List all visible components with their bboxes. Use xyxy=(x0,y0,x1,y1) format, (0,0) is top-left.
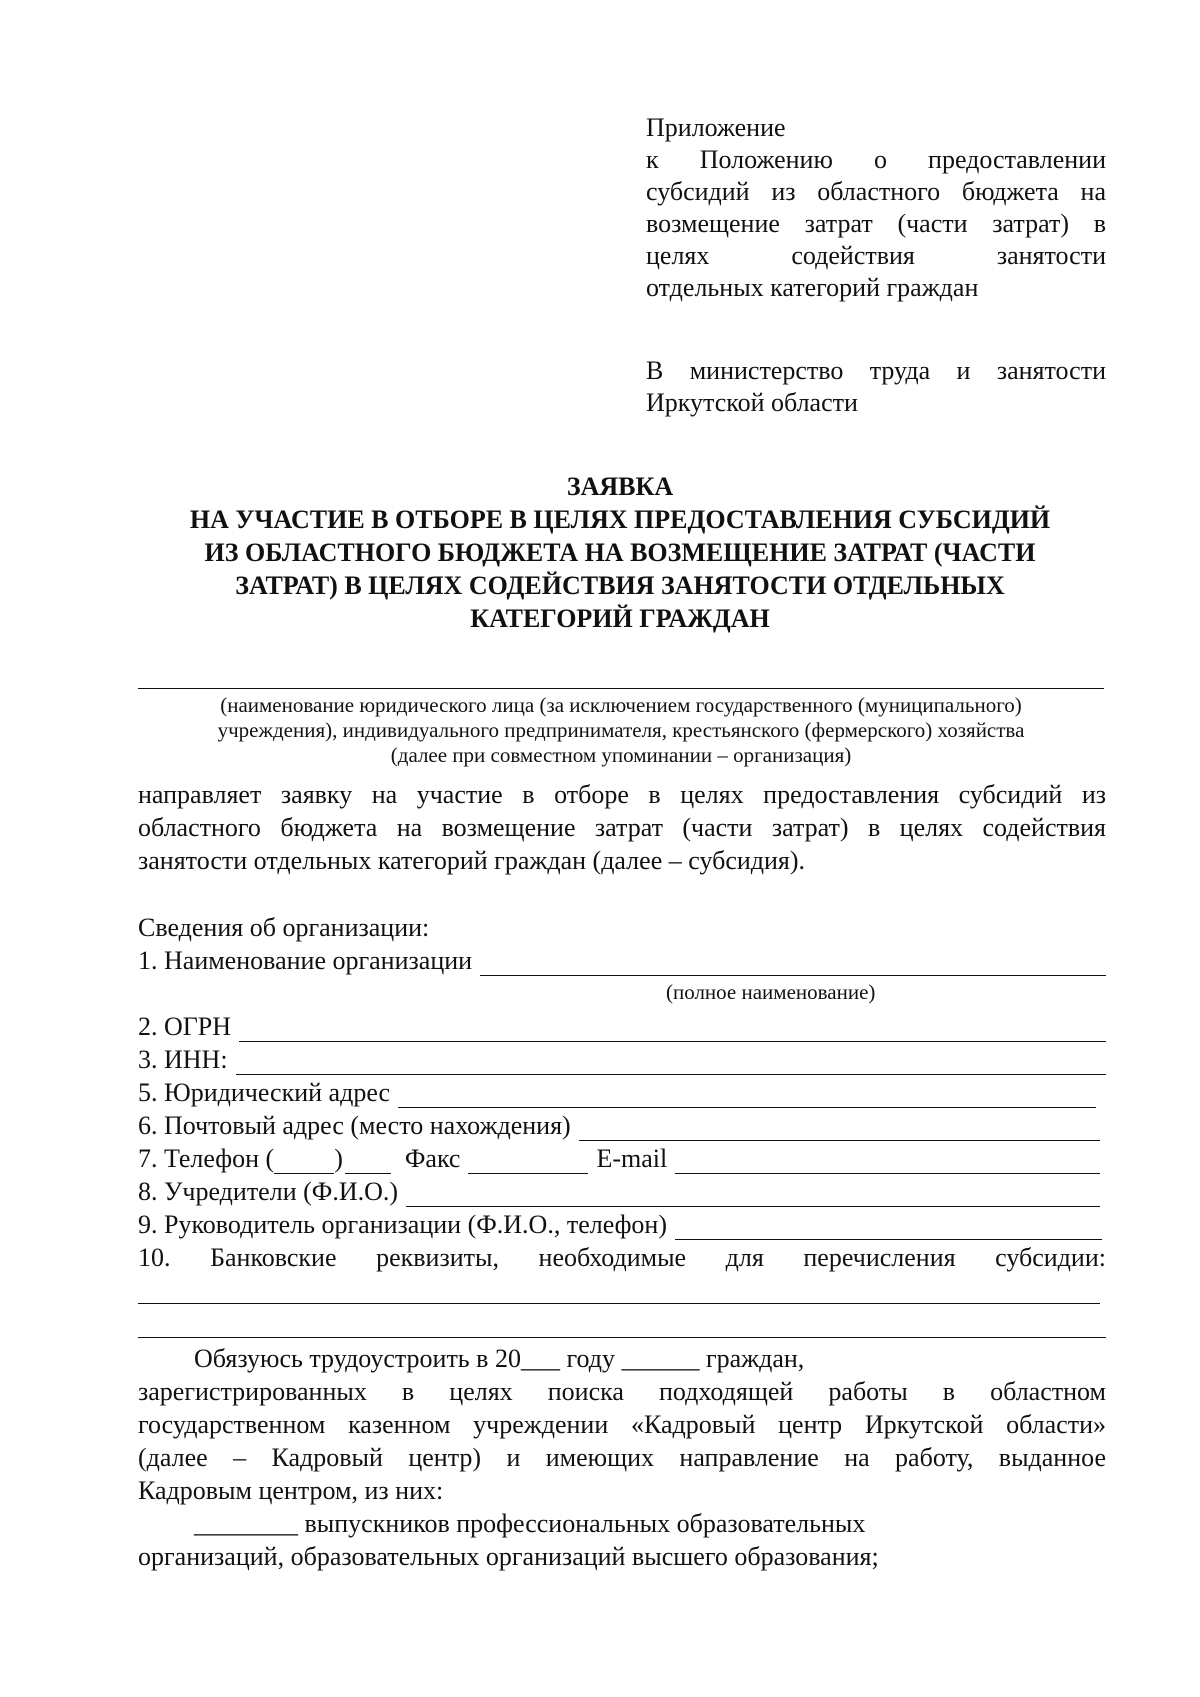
caption-line: (далее при совместном упоминании – организация) xyxy=(390,743,852,767)
phone-code-input[interactable] xyxy=(274,1149,334,1174)
year-blank[interactable]: 20___ xyxy=(494,1344,560,1373)
word: году xyxy=(566,1344,615,1373)
intro-line: занятости отдельных категорий граждан (далее – субсидия). xyxy=(138,846,806,875)
email-input[interactable] xyxy=(675,1149,1100,1174)
bank-details-input-1[interactable] xyxy=(138,1273,1100,1304)
postal-address-field xyxy=(138,1108,1106,1141)
field-label: 9. Руководитель организации (Ф.И.О., телефон) xyxy=(138,1210,667,1239)
bank-details-input-2[interactable] xyxy=(138,1307,1106,1338)
ogrn-field xyxy=(138,1009,1106,1042)
organization-form xyxy=(138,910,1106,1338)
word: субсидии: xyxy=(995,1243,1106,1272)
caption-line: (наименование юридического лица (за исключением государственного (муниципального) xyxy=(220,693,1022,717)
phone-number-input[interactable] xyxy=(345,1149,391,1174)
appendix-line: отдельных категорий граждан xyxy=(646,273,979,302)
word: 10. xyxy=(138,1243,171,1272)
ogrn-input[interactable] xyxy=(239,1017,1106,1042)
word: реквизиты, xyxy=(376,1243,499,1272)
phone-close: ) xyxy=(334,1144,343,1173)
field-label: 8. Учредители (Ф.И.О.) xyxy=(138,1177,399,1206)
obligation-line xyxy=(138,1342,1106,1375)
inn-field xyxy=(138,1042,1106,1075)
obligation-line: организаций, образовательных организаций высшего образования; xyxy=(138,1542,879,1571)
obligation-paragraph xyxy=(138,1342,1106,1573)
intro-line: направляет заявку на участие в отборе в целях предоставления субсидий из xyxy=(138,780,1106,809)
appendix-block xyxy=(646,112,1106,304)
contacts-field xyxy=(138,1141,1106,1174)
organization-name-field xyxy=(138,943,1106,976)
full-name-caption: (полное наименование) xyxy=(666,980,876,1004)
obligation-line xyxy=(138,1507,1106,1540)
appendix-title: Приложение xyxy=(646,113,786,142)
field-label: 3. ИНН: xyxy=(138,1045,228,1074)
word: в xyxy=(476,1344,489,1373)
title-line: ЗАЯВКА xyxy=(566,472,674,501)
word: Банковские xyxy=(210,1243,337,1272)
word: профессиональных xyxy=(456,1509,671,1538)
appendix-line: возмещение затрат (части затрат) в xyxy=(646,209,1106,238)
obligation-line: Кадровым центром, из них: xyxy=(138,1476,444,1505)
inn-input[interactable] xyxy=(236,1050,1106,1075)
word: Обязуюсь xyxy=(194,1344,303,1373)
appendix-line: целях содействия занятости xyxy=(646,241,1106,270)
form-heading: Сведения об организации: xyxy=(138,913,430,942)
addressee-line: Иркутской области xyxy=(646,388,858,417)
title-line: ИЗ ОБЛАСТНОГО БЮДЖЕТА НА ВОЗМЕЩЕНИЕ ЗАТРАТ (ЧАСТИ xyxy=(204,538,1036,567)
organization-name-caption xyxy=(138,693,1104,768)
field-label: 6. Почтовый адрес (место нахождения) xyxy=(138,1111,571,1140)
field-label: 2. ОГРН xyxy=(138,1012,232,1041)
obligation-line: (далее – Кадровый центр) и имеющих направление на работу, выданное xyxy=(138,1443,1106,1472)
appendix-line: субсидий из областного бюджета на xyxy=(646,177,1106,206)
obligation-line: государственном казенном учреждении «Кадровый центр Иркутской области» xyxy=(138,1410,1106,1439)
title-line: НА УЧАСТИЕ В ОТБОРЕ В ЦЕЛЯХ ПРЕДОСТАВЛЕНИЯ СУБСИДИЙ xyxy=(189,505,1051,534)
word: для xyxy=(725,1243,764,1272)
document-title xyxy=(140,470,1100,635)
word: выпускников xyxy=(304,1509,450,1538)
word: граждан, xyxy=(705,1344,805,1373)
legal-address-input[interactable] xyxy=(398,1083,1096,1108)
intro-line: областного бюджета на возмещение затрат (части затрат) в целях содействия xyxy=(138,813,1106,842)
caption-line: учреждения), индивидуального предпринимателя, крестьянского (фермерского) хозяйства xyxy=(217,718,1025,742)
obligation-line: зарегистрированных в целях поиска подходящей работы в областном xyxy=(138,1377,1106,1406)
head-field xyxy=(138,1207,1106,1240)
word: перечисления xyxy=(803,1243,956,1272)
fax-input[interactable] xyxy=(468,1149,588,1174)
postal-address-input[interactable] xyxy=(579,1116,1100,1141)
addressee-block xyxy=(646,355,1106,419)
founders-field xyxy=(138,1174,1106,1207)
fax-label: Факс xyxy=(404,1144,461,1173)
field-label: 1. Наименование организации xyxy=(138,946,473,975)
head-input[interactable] xyxy=(675,1215,1102,1240)
word: необходимые xyxy=(538,1243,687,1272)
word: образовательных xyxy=(676,1509,866,1538)
legal-address-field xyxy=(138,1075,1106,1108)
phone-label: 7. Телефон ( xyxy=(138,1144,275,1173)
title-line: КАТЕГОРИЙ ГРАЖДАН xyxy=(470,604,770,633)
title-line: ЗАТРАТ) В ЦЕЛЯХ СОДЕЙСТВИЯ ЗАНЯТОСТИ ОТДЕЛЬНЫХ xyxy=(235,571,1005,600)
organization-name-blank[interactable] xyxy=(138,688,1104,689)
email-label: E-mail xyxy=(596,1144,668,1173)
intro-paragraph xyxy=(138,778,1106,877)
word: трудоустроить xyxy=(309,1344,470,1373)
appendix-line: к Положению о предоставлении xyxy=(646,145,1106,174)
count-blank[interactable]: ______ xyxy=(621,1344,700,1373)
founders-input[interactable] xyxy=(406,1182,1100,1207)
field-label: 5. Юридический адрес xyxy=(138,1078,391,1107)
graduates-count-blank[interactable]: ________ xyxy=(194,1509,298,1538)
organization-name-input[interactable] xyxy=(480,951,1106,976)
addressee-line: В министерство труда и занятости xyxy=(646,356,1106,385)
bank-details-label xyxy=(138,1240,1106,1273)
